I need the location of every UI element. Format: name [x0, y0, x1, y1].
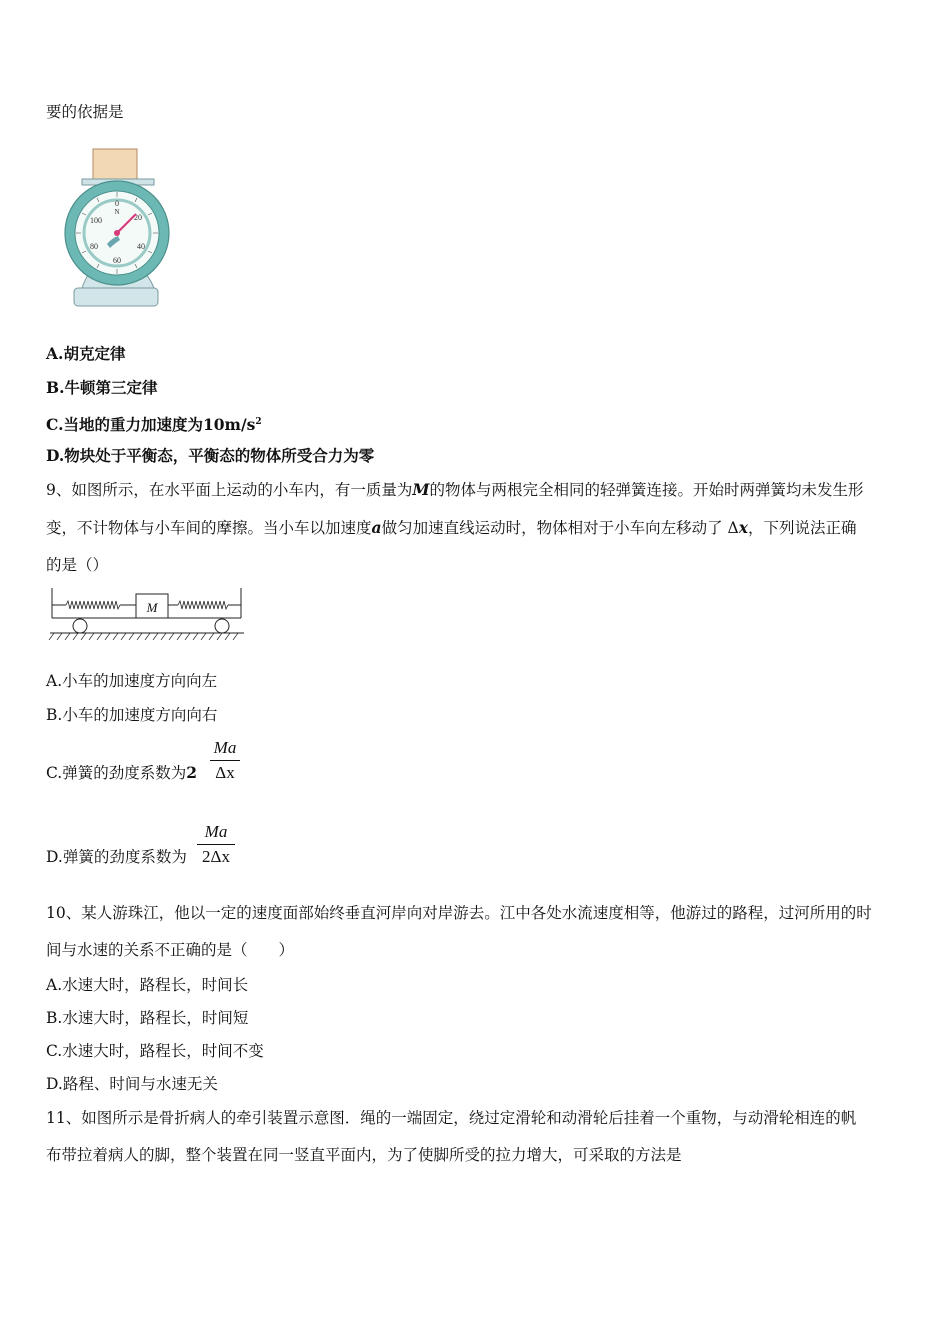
option-text: 胡克定律	[63, 344, 126, 363]
q11-stem	[46, 1100, 908, 1174]
q11-stem-line2: 布带拉着病人的脚，整个装置在同一竖直平面内，为了使脚所受的拉力增大，可采取的方法是	[46, 1146, 682, 1164]
option-text: 弹簧的劲度系数为	[62, 848, 187, 866]
fraction-denominator: Δx	[215, 763, 235, 782]
option-label: B.	[46, 1009, 63, 1027]
spring-scale-figure	[62, 146, 174, 312]
q10-stem-line1: 10、某人游珠江，他以一定的速度面部始终垂直河岸向对岸游去。江中各处水流速度相等，他游过的路程，过河所用的时	[46, 904, 872, 922]
option-label: C.	[46, 1042, 63, 1060]
q9-stem-line2a: 变，不计物体与小车间的摩擦。当小车以加速度	[46, 519, 372, 537]
mass-block-label: M	[146, 600, 158, 615]
option-label: D.	[46, 848, 63, 866]
option-superscript: 2	[255, 417, 262, 427]
dial-label-0: 0	[115, 199, 119, 208]
option-coefficient: 2	[186, 763, 198, 782]
fraction-numerator: Ma	[213, 738, 237, 757]
cart-spring-figure	[46, 588, 246, 644]
q9-stem-line2c: ，下列说法正确	[747, 519, 857, 537]
left-wheel	[73, 619, 87, 633]
weight-block	[93, 149, 137, 179]
option-value: 10m/s	[202, 415, 256, 435]
option-label: B.	[46, 706, 63, 724]
option-label: C.	[46, 764, 63, 782]
q9-option-d	[46, 846, 187, 868]
q9-x-symbol: x	[738, 518, 748, 537]
option-label: A.	[46, 344, 64, 363]
option-text: 小车的加速度方向向右	[62, 706, 218, 724]
q10-stem-line2: 间与水速的关系不正确的是（ ）	[46, 941, 295, 959]
q9-stem-line1: 9、如图所示，在水平面上运动的小车内，有一质量为	[46, 481, 413, 499]
option-label: A.	[46, 672, 63, 690]
q8-option-a	[46, 343, 125, 365]
q8-stem-tail: 要的依据是	[46, 103, 124, 121]
q9-mass-symbol: M	[412, 480, 430, 499]
option-label: B.	[46, 378, 65, 397]
right-spring	[178, 601, 228, 609]
q8-option-c	[46, 411, 262, 436]
q9-stem-line2b: 做匀加速直线运动时，物体相对于小车向左移动了 Δ	[381, 519, 739, 537]
q9-stem-line1b: 的物体与两根完全相同的轻弹簧连接。开始时两弹簧均未发生形	[429, 481, 864, 499]
option-text: 当地的重力加速度为	[63, 415, 203, 435]
q9-option-c-fraction	[210, 737, 240, 784]
fraction-numerator: Ma	[204, 822, 228, 841]
dial-label-80: 80	[90, 242, 98, 251]
fraction-denominator: 2Δx	[202, 847, 230, 866]
option-text: 水速大时，路程长，时间长	[62, 976, 249, 994]
dial-label-40: 40	[137, 242, 145, 251]
q10-stem	[46, 895, 908, 969]
option-label: D.	[46, 1075, 63, 1093]
option-label: A.	[46, 976, 63, 994]
q9-option-d-fraction	[197, 821, 235, 868]
option-text: 小车的加速度方向向左	[62, 672, 218, 690]
option-label: D.	[46, 446, 65, 465]
option-text: 水速大时，路程长，时间不变	[62, 1042, 264, 1060]
q10-option-b	[46, 1007, 248, 1029]
dial-label-n: N	[114, 208, 120, 216]
option-text: 路程、时间与水速无关	[62, 1075, 218, 1093]
option-text: 物块处于平衡态，平衡态的物体所受合力为零	[64, 446, 375, 465]
q10-option-d	[46, 1073, 218, 1095]
q8-option-d	[46, 445, 374, 467]
option-text: 弹簧的劲度系数为	[62, 764, 187, 782]
right-wheel	[215, 619, 229, 633]
dial-label-100: 100	[90, 216, 102, 225]
option-label: C.	[46, 415, 64, 435]
scale-base	[74, 288, 158, 306]
dial-label-20: 20	[134, 213, 142, 222]
left-spring	[66, 601, 120, 609]
q9-option-a	[46, 670, 217, 692]
q8-option-b	[46, 377, 158, 399]
q9-option-b	[46, 704, 217, 726]
q10-option-a	[46, 974, 248, 996]
dial-label-60: 60	[113, 256, 121, 265]
q10-option-c	[46, 1040, 264, 1062]
option-text: 水速大时，路程长，时间短	[62, 1009, 249, 1027]
option-text: 牛顿第三定律	[64, 378, 158, 397]
q9-accel-symbol: a	[371, 518, 382, 537]
q9-stem	[46, 471, 908, 584]
q9-option-c	[46, 762, 197, 784]
q11-stem-line1: 11、如图所示是骨折病人的牵引装置示意图．绳的一端固定，绕过定滑轮和动滑轮后挂着一个重物，与动滑轮相连的帆	[46, 1109, 857, 1127]
q9-stem-line3: 的是（）	[46, 556, 109, 574]
